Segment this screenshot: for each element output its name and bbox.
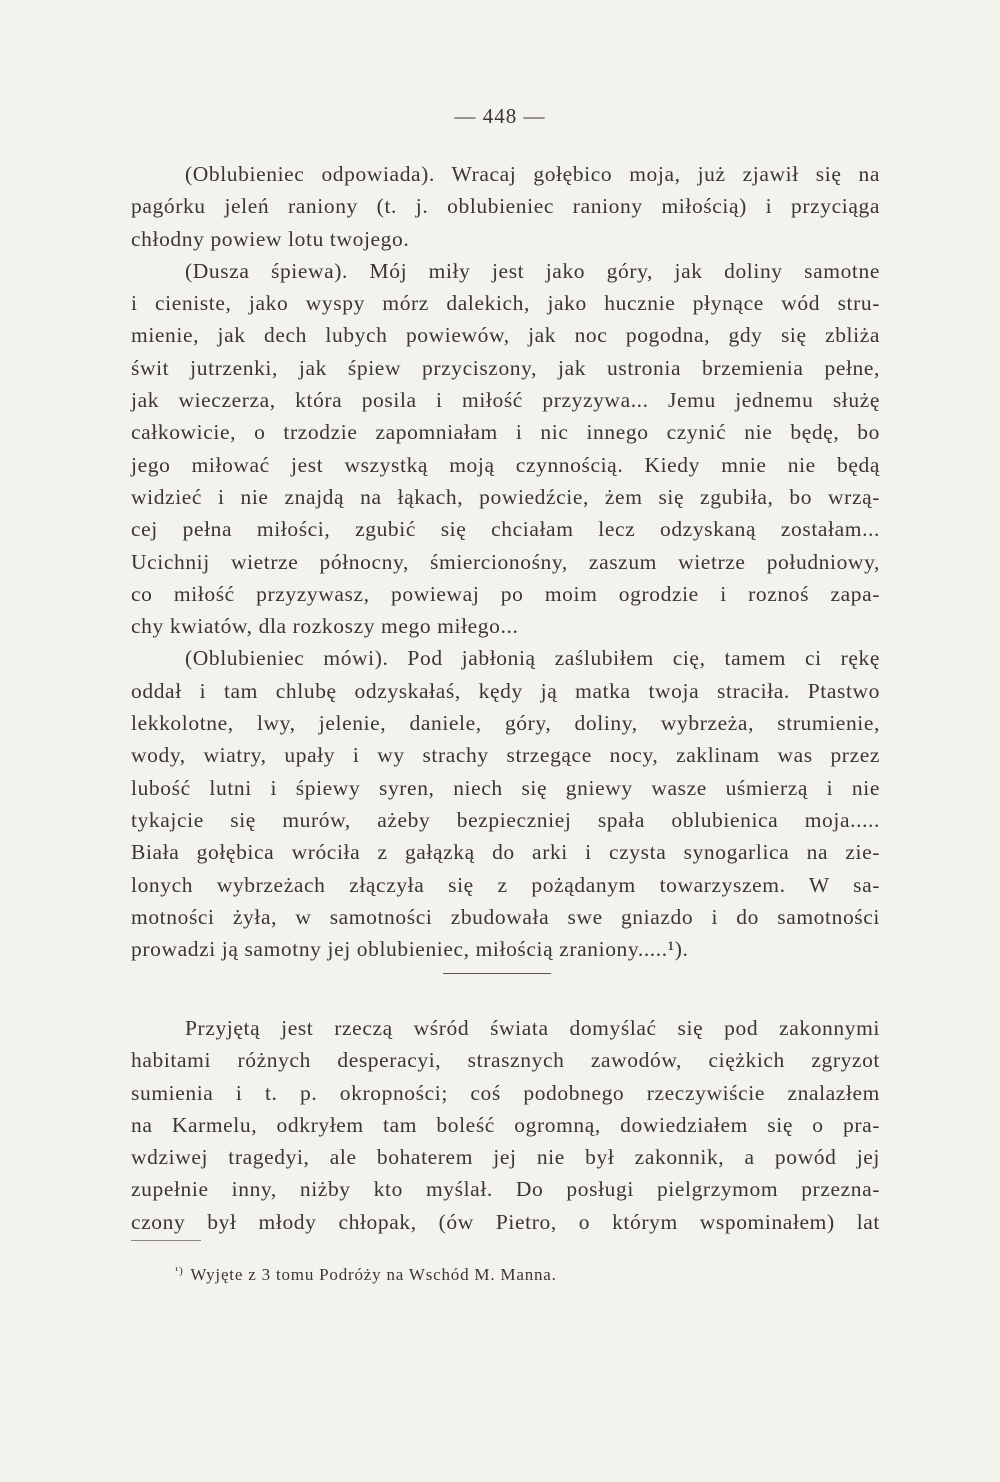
text-line: całkowicie, o trzodzie zapomniałam i nic innego czynić nie będę, bo (131, 420, 880, 445)
text-line: jak wieczerza, która posila i miłość przyzywa... Jemu jednemu służę (131, 388, 880, 413)
text-line: chy kwiatów, dla rozkoszy mego miłego... (131, 614, 519, 639)
text-line: co miłość przyzywasz, powiewaj po moim ogrodzie i roznoś zapa- (131, 581, 880, 606)
text-line: zupełnie inny, niżby kto myślał. Do posługi pielgrzymom przezna- (131, 1177, 880, 1202)
text-line: lubość lutni i śpiewy syren, niech się gniewy wasze uśmierzą i nie (131, 775, 880, 800)
text-line: lekkolotne, lwy, jelenie, daniele, góry, doliny, wybrzeża, strumienie, (131, 711, 880, 736)
text-line: jego miłować jest wszystką moją czynnością. Kiedy mnie nie będą (131, 452, 880, 477)
text-line: wdziwej tragedyi, ale bohaterem jej nie był zakonnik, a powód jej (131, 1145, 880, 1170)
text-line: czony był młody chłopak, (ów Pietro, o którym wspominałem) lat (131, 1209, 880, 1234)
text-line: (Oblubieniec odpowiada). Wracaj gołębico moja, już zjawił się na (185, 162, 880, 186)
text-line: i cieniste, jako wyspy mórz dalekich, jako hucznie płynące wód stru- (131, 291, 880, 316)
text-line: wody, wiatry, upały i wy strachy strzegące nocy, zaklinam was przez (131, 743, 880, 768)
text-line: pagórku jeleń raniony (t. j. oblubieniec raniony miłością) i przyciąga (131, 194, 880, 219)
text-line: prowadzi ją samotny jej oblubieniec, miłością zraniony.....¹). (131, 937, 689, 962)
text-line: na Karmelu, odkryłem tam boleść ogromną, dowiedziałem się o pra- (131, 1112, 880, 1137)
second-text-block (131, 1012, 880, 1238)
text-line: oddał i tam chlubę odzyskałaś, kędy ją matka twoja straciła. Ptastwo (131, 678, 880, 703)
main-text-block (131, 158, 880, 965)
text-line: lonych wybrzeżach złączyła się z pożądanym towarzyszem. W sa- (131, 872, 880, 897)
text-line: cej pełna miłości, zgubić się chciałam lecz odzyskaną zostałam... (131, 517, 880, 542)
text-line: tykajcie się murów, ażeby bezpieczniej spała oblubienica moja..... (131, 807, 880, 832)
text-line: (Dusza śpiewa). Mój miły jest jako góry, jak doliny samotne (185, 258, 880, 283)
text-line: widzieć i nie znajdą na łąkach, powiedźcie, żem się zgubiła, bo wrzą- (131, 484, 880, 509)
page-number: — 448 — (454, 104, 546, 128)
text-line: motności żyła, w samotności zbudowała swe gniazdo i do samotności (131, 904, 880, 929)
text-line: Biała gołębica wróciła z gałązką do arki i czysta synogarlica na zie- (131, 840, 880, 865)
footnote (175, 1265, 557, 1285)
text-line: świt jutrzenki, jak śpiew przyciszony, jak ustronia brzemienia pełne, (131, 355, 880, 380)
footnote-rule (131, 1240, 201, 1241)
text-line: chłodny powiew lotu twojego. (131, 226, 410, 251)
text-line: mienie, jak dech lubych powiewów, jak noc pogodna, gdy się zbliża (131, 323, 880, 348)
text-line: habitami różnych desperacyi, strasznych zawodów, ciężkich zgryzot (131, 1048, 880, 1073)
footnote-marker: ¹) (175, 1265, 184, 1277)
text-line: Ucichnij wietrze północny, śmiercionośny, zaszum wietrze południowy, (131, 549, 880, 574)
text-line: (Oblubieniec mówi). Pod jabłonią zaślubiłem cię, tamem ci rękę (185, 646, 880, 671)
section-separator (443, 973, 551, 974)
text-line: sumienia i t. p. okropności; coś podobnego rzeczywiście znalazłem (131, 1080, 880, 1105)
footnote-text: Wyjęte z 3 tomu Podróży na Wschód M. Manna. (190, 1265, 557, 1284)
text-line: Przyjętą jest rzeczą wśród świata domyślać się pod zakonnymi (185, 1016, 880, 1040)
